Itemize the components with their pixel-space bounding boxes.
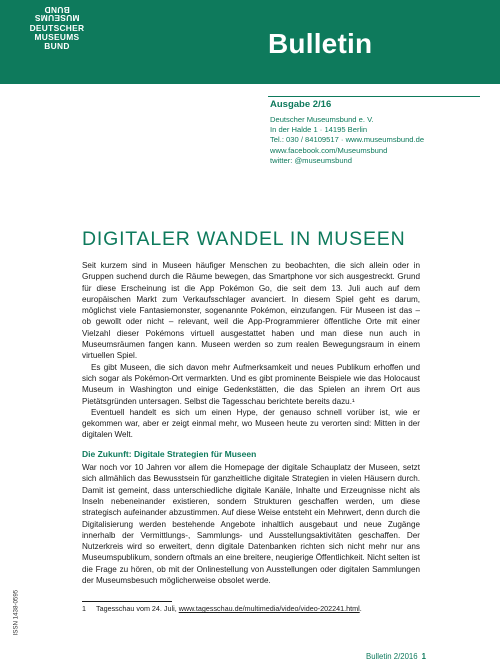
contact-address: In der Halde 1 · 14195 Berlin (270, 125, 368, 135)
page-folio (366, 652, 426, 661)
logo-line: DEUTSCHER (29, 23, 85, 33)
contact-twitter[interactable]: twitter: @museumsbund (270, 155, 352, 165)
article-paragraph: War noch vor 10 Jahren vor allem die Homepage der digitale Schauplatz der Museen, setzt sich allmählich das Bewusstsein für ganzheitliche digitale Strategien in vielen Häusern durch. Damit ist gemeint, dass unterschiedliche digitale Kanäle, Inhalte und Erzeugnisse nicht als Inseln nebeneinander existieren, sondern Strukturen geschaffen werden, um diese strategisch aufeinander abzustimmen. Auf diese Weise entsteht ein Mehrwert, denn durch die Digitalisierung werden bestehende Angebote inhaltlich ausgebaut und neue Zugänge innerhalb der Vermittlungs-, Sammlungs- und Ausstellungsaktivitäten geschaffen. Der Nutzerkreis wird so erweitert, denn digitale Datenbanken richten sich nicht mehr nur ans Museumspublikum, sondern oftmals an eine breitere, neugierige Öffentlichkeit. Nicht selten ist die Frage zu hören, ob mit der Onlinestellung von Ausstellungen oder digitalen Sammlungen der Museumsbesuch möglicherweise obsolet werde. (82, 463, 420, 586)
contact-facebook-link[interactable]: www.facebook.com/Museumsbund (270, 145, 388, 155)
folio-label: Bulletin 2/2016 (366, 652, 418, 661)
logo-line: MUSEUMS (34, 32, 80, 42)
article-body (82, 260, 420, 586)
logo-line: BUND (44, 41, 70, 51)
footnote (82, 604, 362, 613)
publication-title: Bulletin (268, 28, 373, 59)
issn-label: ISSN 1438-0595 (12, 589, 20, 636)
header-bar (0, 0, 500, 84)
logo-flipped-text (22, 6, 92, 22)
section-heading: Die Zukunft: Digitale Strategien für Museen (82, 448, 257, 459)
footnote-link[interactable]: www.tagesschau.de/multimedia/video/video-202241.html (178, 604, 360, 613)
article-paragraph: Es gibt Museen, die sich davon mehr Aufmerksamkeit und neues Publikum erhoffen und sich sogar als Pokémon-Ort vermarkten. Und es gibt prominente Beispiele wie das Holocaust Museum in Washington und einige Gedenkstätten, die das Spielen an ihrem Ort aus Pietätsgründen untersagen. Selbst die Tagesschau berichtete bereits dazu.¹ (82, 362, 420, 406)
issue-label: Ausgabe 2/16 (270, 99, 332, 110)
issue-divider (268, 96, 480, 97)
footnote-number: 1 (82, 604, 86, 613)
article-title: DIGITALER WANDEL IN MUSEEN (82, 228, 406, 250)
page-number: 1 (421, 652, 426, 661)
contact-org: Deutscher Museumsbund e. V. (270, 115, 374, 124)
article-paragraph: Seit kurzem sind in Museen häufiger Menschen zu beobachten, die sich allein oder in Gruppen suchend durch die Räume bewegen, das Smartphone vor sich ausgestreckt. Grund für diese Erscheinung ist die App Pokémon Go, die seit dem 13. Juli auch auf dem europäischen Markt zum Verkaufsschlager avanciert. In diesem Spiel geht es darum, möglichst viele Fantasiemonster, sogenannte Pokémon, einzufangen. Für Museen ist das – ob gewollt oder nicht – relevant, weil die App-Programmierer öffentliche Orte mit einer Vielzahl dieser Pokémons virtuell ausgestattet haben und man diese nun auch in Museumsräumen fangen kann. Museen werden so zum realen Bewegungsraum in einem virtuellen Spiel. (82, 261, 420, 361)
footnote-end: . (359, 604, 362, 613)
logo-flipped-line: MUSEUMS (34, 13, 80, 23)
footnote-text: Tagesschau vom 24. Juli, (96, 604, 179, 613)
contact-block (270, 115, 424, 166)
article-paragraph: Eventuell handelt es sich um einen Hype, der genauso schnell vorüber ist, wie er gekommen war, aber er zeigt einmal mehr, wo Museen heute zu verorten sind: Mitten in der digitalen Welt. (82, 407, 420, 440)
museumsbund-logo (22, 6, 92, 80)
logo-flipped-line: BUND (44, 5, 70, 15)
contact-phone-web[interactable]: Tel.: 030 / 84109517 · www.museumsbund.de (270, 135, 425, 145)
footnote-divider (82, 601, 172, 602)
